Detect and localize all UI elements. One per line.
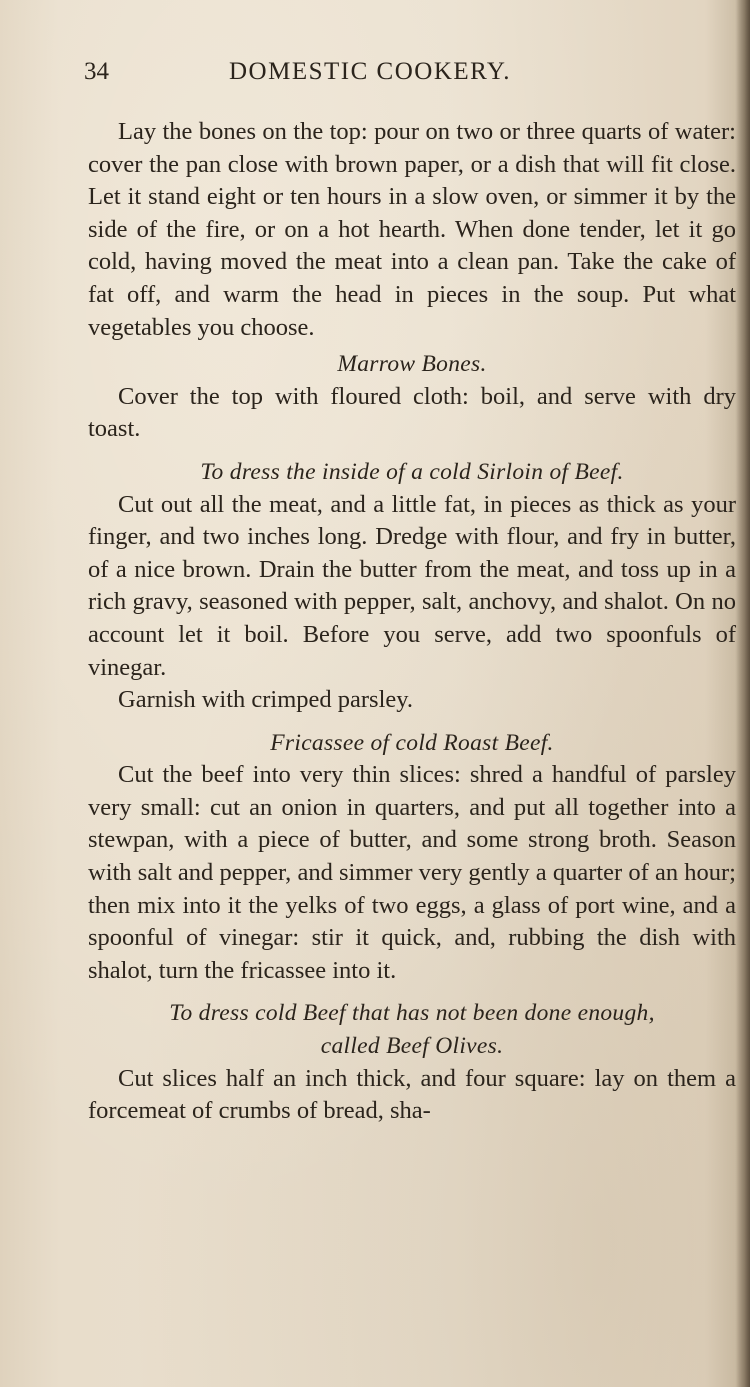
paragraph-soup-instructions: Lay the bones on the top: pour on two or three quarts of water: cover the pan close with brown paper, or a dish that will fit close. Let it stand eight or ten hours in a slow oven, or simmer it by the side of the fire, or on a hot hearth. When done tender, let it go cold, having moved the meat into a clean pan. Take the cake of fat off, and warm the head in pieces in the soup. Put what vegetables you choose.	[88, 118, 736, 341]
page-edge-shadow	[736, 0, 750, 1387]
running-head: DOMESTIC COOKERY.	[229, 58, 512, 85]
page-header	[84, 58, 724, 92]
page-number: 34	[84, 58, 109, 85]
paragraph-garnish: Garnish with crimped parsley.	[118, 686, 414, 714]
recipe-heading-beef-olives-line2: called Beef Olives.	[320, 1033, 504, 1060]
paragraph-beef-olives: Cut slices half an inch thick, and four square: lay on them a forcemeat of crumbs of bread, sha-	[88, 1064, 736, 1125]
recipe-heading-fricassee: Fricassee of cold Roast Beef.	[270, 729, 554, 756]
paragraph-cold-sirloin: Cut out all the meat, and a little fat, in pieces as thick as your finger, and two inches long. Dredge with flour, and fry in butter, of a nice brown. Drain the butter from the meat, and toss up in a rich gravy, seasoned with pepper, salt, anchovy, and shalot. On no account let it boil. Before you serve, add two spoonfuls of vinegar.	[88, 490, 736, 681]
paragraph-marrow-bones: Cover the top with floured cloth: boil, and serve with dry toast.	[88, 382, 736, 443]
page-body	[88, 116, 736, 1128]
recipe-heading-marrow-bones: Marrow Bones.	[337, 351, 487, 378]
recipe-heading-beef-olives-line1: To dress cold Beef that has not been done enough,	[169, 1000, 655, 1027]
paragraph-fricassee: Cut the beef into very thin slices: shred a handful of parsley very small: cut an onion in quarters, and put all together into a stewpan, with a piece of butter, and some strong broth. Season with salt and pepper, and simmer very gently a quarter of an hour; then mix into it the yelks of two eggs, a glass of port wine, and a spoonful of vinegar: stir it quick, and, rubbing the dish with shalot, turn the fricassee into it.	[88, 761, 736, 984]
recipe-heading-cold-sirloin: To dress the inside of a cold Sirloin of Beef.	[200, 458, 624, 485]
